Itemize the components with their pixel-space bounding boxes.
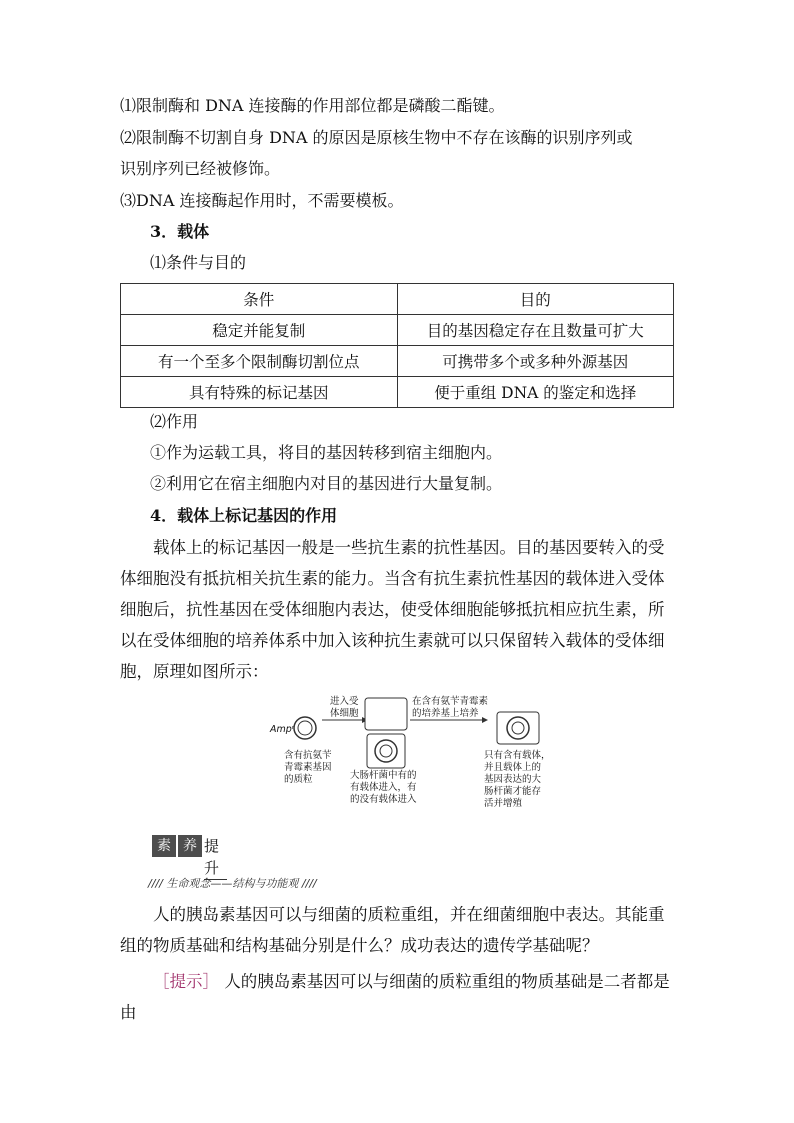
- heading-4: 4．载体上标记基因的作用: [150, 506, 338, 525]
- role-1: ①作为运载工具，将目的基因转移到宿主细胞内。: [150, 443, 503, 462]
- result-label-line: 活并增殖: [484, 798, 523, 809]
- arrow2-label-line: 的培养基上培养: [412, 708, 479, 719]
- table-header-row: [121, 284, 674, 315]
- text-line-3: ⑶DNA 连接酶起作用时，不需要模板。: [120, 191, 404, 210]
- result-label-line: 并且载体上的: [484, 762, 542, 773]
- table-header: 目的: [397, 284, 674, 315]
- text-line-2b: 识别序列已经被修饰。: [120, 159, 281, 178]
- badge-char-2: 养: [178, 835, 202, 857]
- plasmid-label-line: 的质粒: [284, 774, 313, 785]
- ecoli-label: [350, 770, 417, 806]
- amp-label: Ampʳ: [270, 724, 295, 735]
- subtitle: //// 生命观念——结构与功能观 ////: [148, 877, 317, 890]
- hint-text: 人的胰岛素基因可以与细菌的质粒重组的物质基础是二者都是由: [120, 972, 670, 1022]
- heading-3-1: ⑴条件与目的: [150, 253, 247, 272]
- result-label: [484, 750, 551, 810]
- table-row: [121, 315, 674, 346]
- hint-paragraph: [120, 966, 674, 1028]
- ecoli-label-line: 大肠杆菌中有的: [350, 770, 417, 781]
- question-paragraph: 人的胰岛素基因可以与细菌的质粒重组，并在细菌细胞中表达。其能重组的物质基础和结构基础分别是什么？成功表达的遗传学基础呢？: [120, 905, 665, 955]
- table-cell: 具有特殊的标记基因: [121, 377, 398, 408]
- arrow2-label-line: 在含有氨苄青霉素: [412, 696, 489, 707]
- vector-table: [120, 283, 674, 408]
- arrow1-label: [330, 696, 359, 720]
- ecoli-label-line: 有载体进入，有: [350, 782, 417, 793]
- arrow2-label: [412, 696, 488, 720]
- plasmid-label: [284, 750, 332, 786]
- table-cell: 目的基因稳定存在且数量可扩大: [397, 315, 674, 346]
- table-row: [121, 346, 674, 377]
- plasmid-label-line: 含有抗氨苄: [284, 750, 332, 761]
- plasmid-label-line: 青霉素基因: [284, 762, 332, 773]
- principle-diagram: [270, 690, 560, 840]
- table-row: [121, 377, 674, 408]
- result-label-line: 基因表达的大: [484, 774, 542, 785]
- table-cell: 有一个至多个限制酶切割位点: [121, 346, 398, 377]
- heading-3: 3．载体: [150, 222, 210, 241]
- table-cell: 稳定并能复制: [121, 315, 398, 346]
- arrow1-label-line: 体细胞: [330, 708, 359, 719]
- table-header: 条件: [121, 284, 398, 315]
- arrow1-label-line: 进入受: [330, 696, 359, 707]
- badge-text: 提升: [204, 835, 227, 880]
- table-cell: 可携带多个或多种外源基因: [397, 346, 674, 377]
- paragraph-marker-gene: 载体上的标记基因一般是一些抗生素的抗性基因。目的基因要转入的受体细胞没有抵抗相关抗生素的能力。当含有抗生素抗性基因的载体进入受体细胞后，抗性基因在受体细胞内表达，使受体细胞能够抵抗相应抗生素，所以在受体细胞的培养体系中加入该种抗生素就可以只保留转入载体的受体细胞，原理如图所示：: [120, 538, 665, 681]
- ecoli-label-line: 的没有载体进入: [350, 794, 417, 805]
- heading-3-2: ⑵作用: [150, 412, 199, 431]
- role-2: ②利用它在宿主细胞内对目的基因进行大量复制。: [150, 474, 503, 493]
- text-line-1: ⑴限制酶和 DNA 连接酶的作用部位都是磷酸二酯键。: [120, 96, 505, 115]
- table-cell: 便于重组 DNA 的鉴定和选择: [397, 377, 674, 408]
- result-label-line: 肠杆菌才能存: [484, 786, 542, 797]
- hint-label: ［提示］: [153, 972, 219, 991]
- text-line-2a: ⑵限制酶不切割自身 DNA 的原因是原核生物中不存在该酶的识别序列或: [120, 128, 633, 147]
- result-label-line: 只有含有载体，: [484, 750, 551, 761]
- badge-char-1: 素: [152, 835, 176, 857]
